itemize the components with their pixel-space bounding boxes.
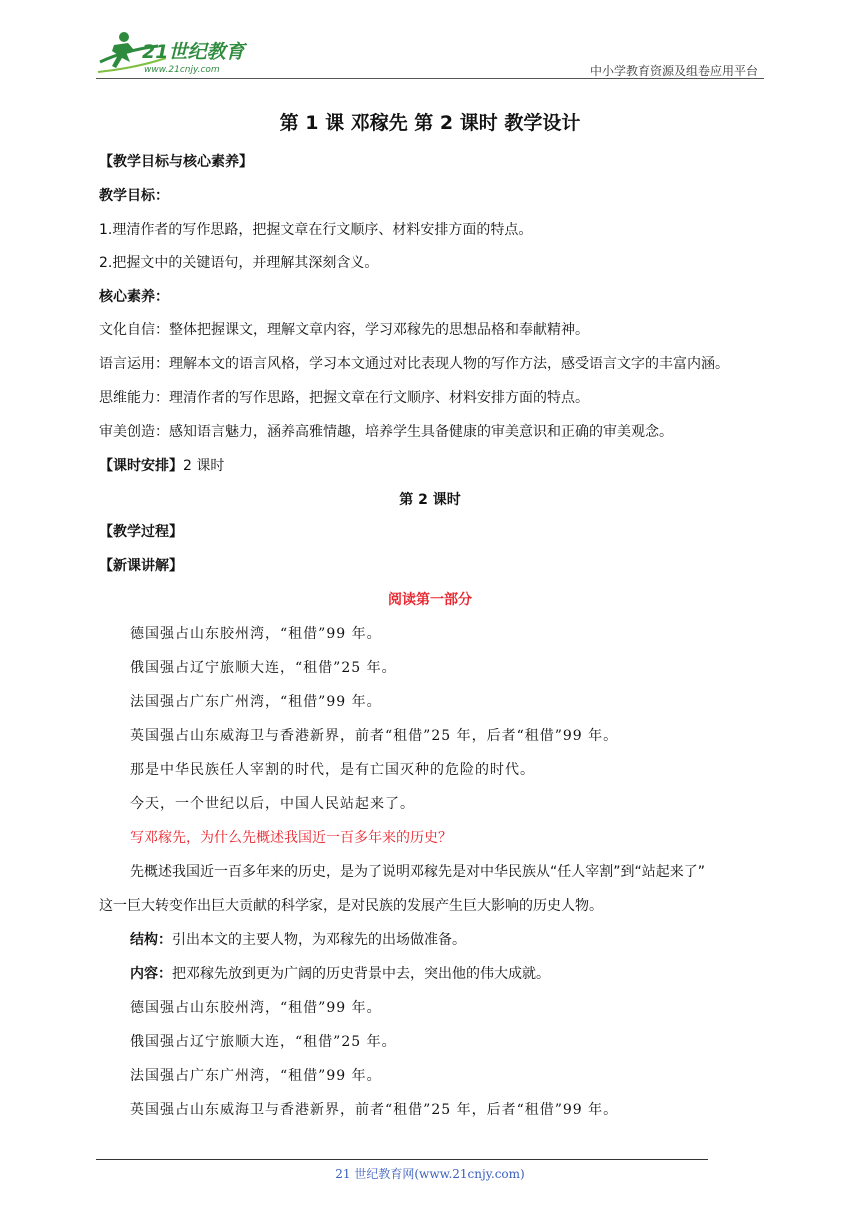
- question: 写邓稼先，为什么先概述我国近一百多年来的历史？: [130, 830, 452, 846]
- structure-label: 结构：: [130, 932, 172, 948]
- logo-url: www.21cnjy.com: [144, 65, 220, 75]
- content-line: [130, 964, 550, 984]
- core-4: 审美创造：感知语言魅力，涵养高雅情趣，培养学生具备健康的审美意识和正确的审美观念。: [99, 424, 673, 440]
- page-header: [96, 28, 764, 80]
- repeat-line-3: 法国强占广东广州湾，“租借”99 年。: [130, 1068, 382, 1084]
- document-title: 第 1 课 邓稼先 第 2 课时 教学设计: [279, 112, 581, 134]
- core-3: 思维能力：理清作者的写作思路，把握文章在行文顺序、材料安排方面的特点。: [99, 390, 589, 406]
- content-text: 把邓稼先放到更为广阔的历史背景中去，突出他的伟大成就。: [172, 966, 550, 982]
- quote-line-6: 今天，一个世纪以后，中国人民站起来了。: [130, 796, 415, 812]
- repeat-line-2: 俄国强占辽宁旅顺大连，“租借”25 年。: [130, 1034, 397, 1050]
- new-lesson-heading: 【新课讲解】: [99, 558, 183, 574]
- core-label: 核心素养：: [99, 289, 169, 305]
- schedule-label: 【课时安排】: [99, 458, 183, 474]
- structure-line: [130, 930, 466, 950]
- answer-line-2: 这一巨大转变作出巨大贡献的科学家，是对民族的发展产生巨大影响的历史人物。: [99, 898, 603, 914]
- footer-link[interactable]: 21 世纪教育网(www.21cnjy.com): [335, 1167, 525, 1181]
- header-divider: [96, 78, 764, 79]
- platform-label: 中小学教育资源及组卷应用平台: [589, 64, 758, 78]
- quote-line-5: 那是中华民族任人宰割的时代，是有亡国灭种的危险的时代。: [130, 762, 535, 778]
- quote-line-2: 俄国强占辽宁旅顺大连，“租借”25 年。: [130, 660, 397, 676]
- lesson-heading: 第 2 课时: [399, 492, 461, 508]
- section-goals-core: 【教学目标与核心素养】: [99, 154, 253, 170]
- core-1: 文化自信：整体把握课文，理解文章内容，学习邓稼先的思想品格和奉献精神。: [99, 322, 589, 338]
- quote-line-4: 英国强占山东威海卫与香港新界，前者“租借”25 年，后者“租借”99 年。: [130, 728, 619, 744]
- repeat-line-1: 德国强占山东胶州湾，“租借”99 年。: [130, 1000, 382, 1016]
- answer-line-1: 先概述我国近一百多年来的历史，是为了说明邓稼先是对中华民族从“任人宰割”到“站起来了”: [130, 864, 706, 880]
- content-label: 内容：: [130, 966, 172, 982]
- goal-1: 1.理清作者的写作思路，把握文章在行文顺序、材料安排方面的特点。: [99, 222, 533, 238]
- schedule-value: 2 课时: [183, 458, 225, 474]
- goal-2: 2.把握文中的关键语句，并理解其深刻含义。: [99, 255, 379, 271]
- goals-label: 教学目标：: [99, 188, 169, 204]
- quote-line-1: 德国强占山东胶州湾，“租借”99 年。: [130, 626, 382, 642]
- part-heading: 阅读第一部分: [388, 592, 472, 608]
- quote-line-3: 法国强占广东广州湾，“租借”99 年。: [130, 694, 382, 710]
- core-2: 语言运用：理解本文的语言风格，学习本文通过对比表现人物的写作方法，感受语言文字的丰富内涵。: [99, 356, 729, 372]
- site-logo[interactable]: [96, 28, 271, 78]
- runner-logo-icon: [96, 28, 271, 78]
- process-heading: 【教学过程】: [99, 524, 183, 540]
- repeat-line-4: 英国强占山东威海卫与香港新界，前者“租借”25 年，后者“租借”99 年。: [130, 1102, 619, 1118]
- logo-text: 21世纪教育: [142, 41, 245, 63]
- schedule-line: [99, 456, 224, 476]
- structure-text: 引出本文的主要人物，为邓稼先的出场做准备。: [172, 932, 466, 948]
- footer-divider: [96, 1159, 708, 1160]
